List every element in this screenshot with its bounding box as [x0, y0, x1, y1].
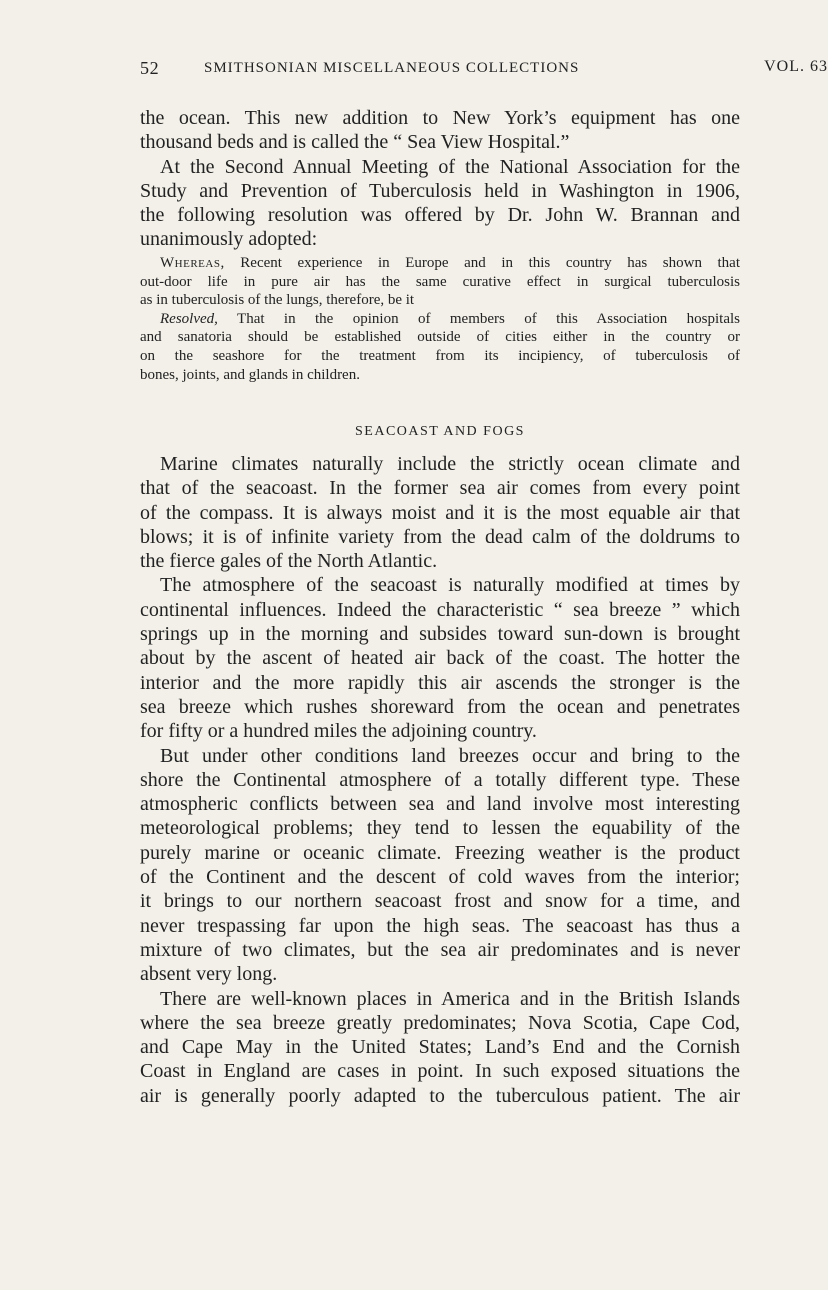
text-line: the ocean. This new addition to New York’s equipment has one — [140, 107, 740, 129]
section-heading: SEACOAST AND FOGS — [355, 424, 525, 439]
text-line: of the Continent and the descent of cold waves from the interior; — [140, 866, 740, 889]
text-line: the fierce gales of the North Atlantic. — [140, 550, 438, 573]
text-line: Resolved, That in the opinion of members of this Association hospitals — [160, 310, 740, 327]
whereas-word: Whereas, — [160, 255, 225, 271]
text-line: thousand beds and is called the “ Sea View Hospital.” — [140, 131, 570, 154]
text-line: shore the Continental atmosphere of a totally different type. These — [140, 768, 740, 791]
volume-label: VOL. 63 — [764, 58, 828, 75]
text-line: mixture of two climates, but the sea air predominates and is never — [140, 938, 740, 961]
text-line: The atmosphere of the seacoast is naturally modified at times by — [160, 574, 740, 597]
text-line: purely marine or oceanic climate. Freezing weather is the product — [140, 841, 740, 864]
text-line: Coast in England are cases in point. In such exposed situations the — [140, 1060, 740, 1083]
text-line: where the sea breeze greatly predominates; Nova Scotia, Cape Cod, — [140, 1011, 740, 1034]
text-line: air is generally poorly adapted to the tuberculous patient. The air — [140, 1084, 740, 1107]
text-line: absent very long. — [140, 963, 278, 986]
opening-text — [140, 106, 740, 252]
text-line: Whereas, Recent experience in Europe and in this country has shown that — [160, 255, 741, 271]
text-line: Marine climates naturally include the strictly ocean climate and — [160, 453, 740, 475]
text-line: Study and Prevention of Tuberculosis held in Washington in 1906, — [140, 179, 740, 202]
text-line: There are well-known places in America and in the British Islands — [160, 987, 740, 1010]
text-line: that of the seacoast. In the former sea air comes from every point — [140, 477, 740, 500]
text-line: atmospheric conflicts between sea and land involve most interesting — [140, 793, 740, 816]
text-line: bones, joints, and glands in children. — [140, 366, 360, 383]
text-line: the following resolution was offered by Dr. John W. Brannan and — [140, 204, 740, 227]
text-line: it brings to our northern seacoast frost and snow for a time, and — [140, 890, 740, 913]
text-line: of the compass. It is always moist and it is the most equable air that — [140, 501, 740, 524]
text-line: meteorological problems; they tend to lessen the equability of the — [140, 817, 740, 840]
page-number: 52 — [140, 58, 160, 78]
resolved-word: Resolved, — [160, 310, 218, 327]
text-line: But under other conditions land breezes occur and bring to the — [160, 744, 740, 767]
text-line: out-door life in pure air has the same curative effect in surgical tuberculosis — [140, 273, 740, 290]
text-line: interior and the more rapidly this air ascends the stronger is the — [140, 671, 740, 694]
text-line: on the seashore for the treatment from its incipiency, of tuberculosis of — [140, 347, 740, 364]
text-line: and Cape May in the United States; Land’s End and the Cornish — [140, 1036, 740, 1059]
text-line: about by the ascent of heated air back of the coast. The hotter the — [140, 647, 740, 670]
section-body — [140, 452, 740, 1108]
text-line: and sanatoria should be established outside of cities either in the country or — [140, 329, 740, 346]
text-line: as in tuberculosis of the lungs, therefore, be it — [140, 292, 415, 309]
text-line: for fifty or a hundred miles the adjoining country. — [140, 720, 537, 743]
text-line: continental influences. Indeed the characteristic “ sea breeze ” which — [140, 598, 740, 621]
text-line: never trespassing far upon the high seas. The seacoast has thus a — [140, 914, 740, 937]
text-line: springs up in the morning and subsides toward sun-down is brought — [140, 623, 740, 646]
text-line: unanimously adopted: — [140, 228, 318, 251]
text-line: At the Second Annual Meeting of the National Association for the — [160, 155, 740, 178]
resolution-block — [140, 254, 740, 384]
text-line: blows; it is of infinite variety from the dead calm of the doldrums to — [140, 525, 740, 548]
running-header — [140, 58, 828, 82]
text-line: sea breeze which rushes shoreward from the ocean and penetrates — [140, 695, 740, 718]
journal-title: SMITHSONIAN MISCELLANEOUS COLLECTIONS — [204, 60, 580, 76]
